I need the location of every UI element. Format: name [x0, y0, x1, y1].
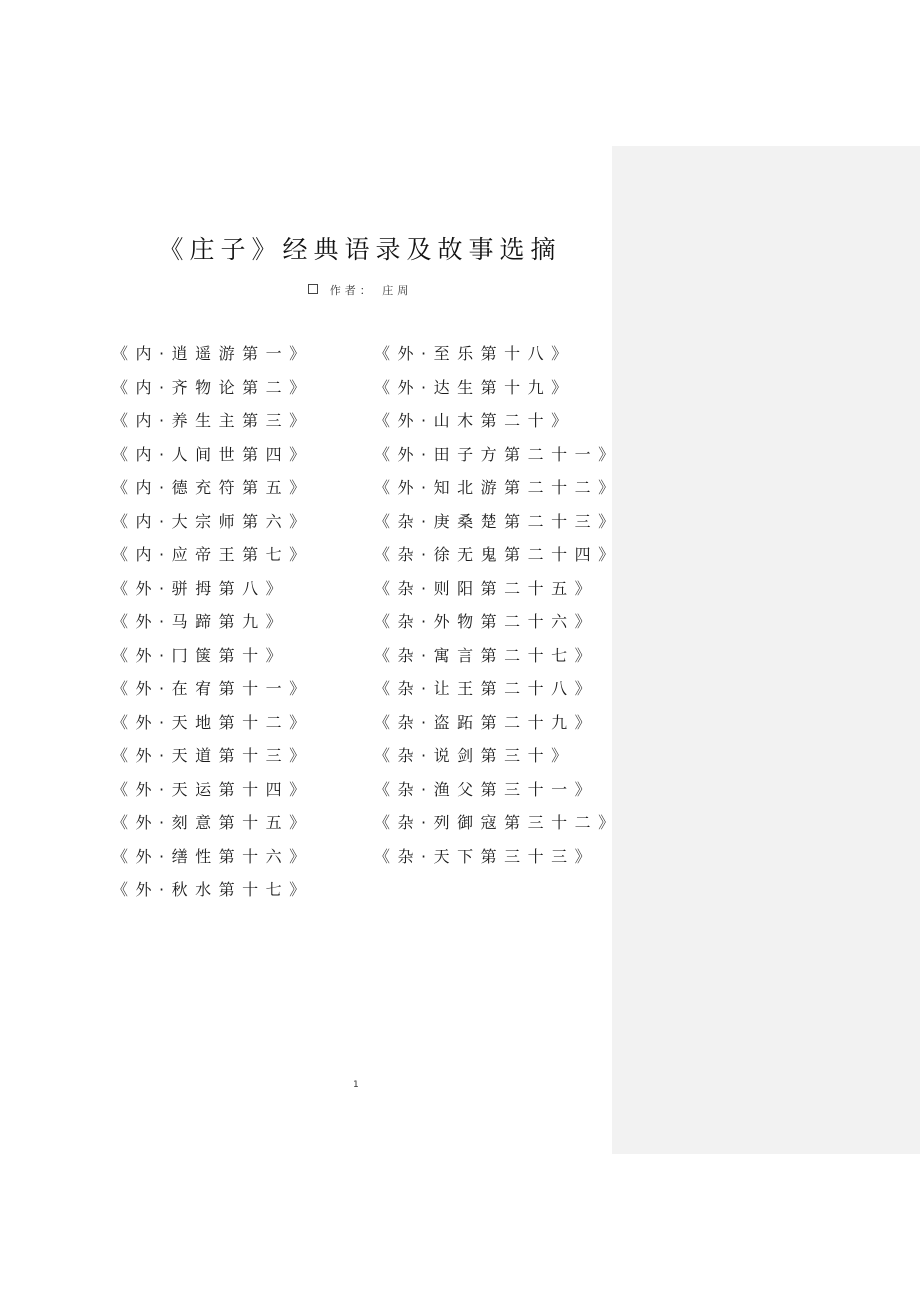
toc-item: 《杂·渔父第三十一》	[374, 779, 599, 799]
toc-item: 《外·天运第十四》	[112, 779, 313, 799]
toc-item: 《杂·则阳第二十五》	[374, 578, 599, 598]
toc-item: 《外·天地第十二》	[112, 712, 313, 732]
toc-item: 《杂·天下第三十三》	[374, 846, 599, 866]
toc-item: 《外·至乐第十八》	[374, 344, 575, 363]
toc-item: 《外·知北游第二十二》	[374, 478, 622, 497]
toc-item: 《杂·徐无鬼第二十四》	[374, 545, 622, 564]
toc-item: 《杂·外物第二十六》	[374, 612, 599, 631]
author-line	[0, 282, 720, 298]
author-label: 作者：	[329, 284, 375, 297]
toc-item: 《外·刻意第十五》	[112, 813, 313, 832]
toc-item: 《内·应帝王第七》	[112, 545, 313, 564]
toc-item: 《外·田子方第二十一》	[374, 444, 622, 464]
toc-item: 《内·德充符第五》	[112, 478, 313, 497]
toc-item: 《外·山木第二十》	[374, 411, 575, 430]
toc-item: 《内·养生主第三》	[112, 411, 313, 430]
toc-item: 《杂·庚桑楚第二十三》	[374, 511, 622, 531]
toc-item: 《内·逍遥游第一》	[112, 344, 313, 363]
toc-item: 《外·达生第十九》	[374, 377, 575, 397]
toc-item: 《杂·列御寇第三十二》	[374, 813, 622, 832]
author-name: 庄周	[382, 284, 413, 297]
toc-item: 《外·在宥第十一》	[112, 679, 313, 698]
document-title: 《庄子》经典语录及故事选摘	[158, 235, 562, 264]
toc-column-right	[374, 340, 622, 876]
toc-item: 《杂·让王第二十八》	[374, 679, 599, 698]
toc-item: 《内·齐物论第二》	[112, 377, 313, 397]
toc-item: 《杂·说剑第三十》	[374, 746, 575, 765]
toc-item: 《外·马蹄第九》	[112, 612, 290, 631]
toc-item: 《杂·盗跖第二十九》	[374, 712, 599, 732]
checkbox-icon	[308, 284, 318, 294]
toc-item: 《外·缮性第十六》	[112, 846, 313, 866]
toc-column-left	[112, 340, 313, 910]
toc-item: 《外·骈拇第八》	[112, 578, 290, 598]
toc-item: 《外·天道第十三》	[112, 746, 313, 765]
toc-item: 《外·秋水第十七》	[112, 880, 313, 899]
toc-item: 《内·大宗师第六》	[112, 511, 313, 531]
toc-item: 《杂·寓言第二十七》	[374, 645, 599, 665]
toc-item: 《内·人间世第四》	[112, 444, 313, 464]
page-number: 1	[353, 1080, 359, 1090]
toc-item: 《外·冂箧第十》	[112, 645, 290, 665]
